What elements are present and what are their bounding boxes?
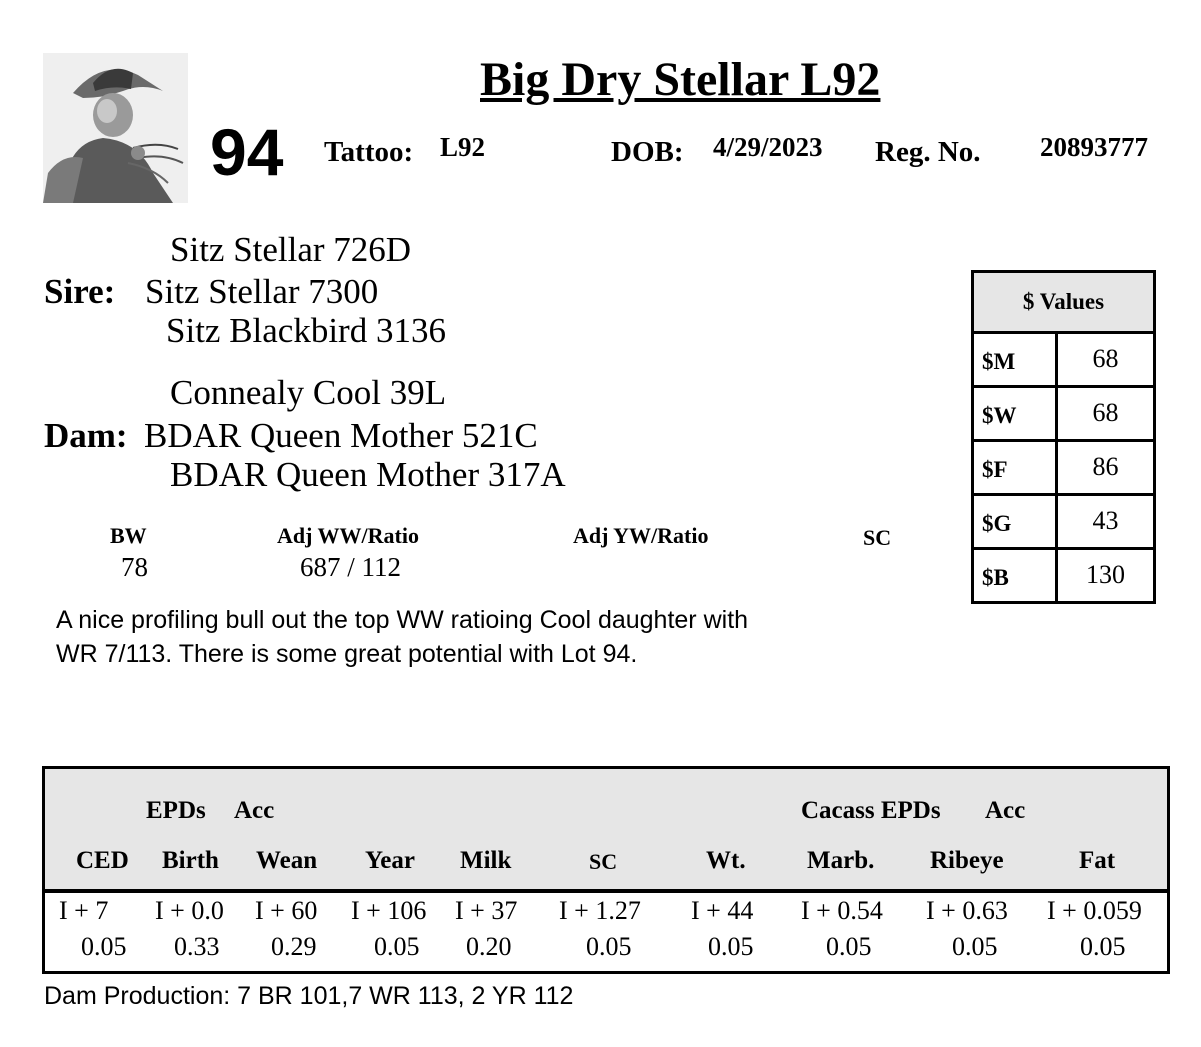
acc-value-ced: 0.05 [81,932,127,961]
col-fat-header: Fat [1079,847,1116,874]
col-ribeye-header: Ribeye [930,847,1004,874]
acc-value-milk: 0.20 [466,932,512,961]
col-marb-header: Marb. [807,847,875,874]
dollar-value-row [973,549,1155,603]
epd-value-wt: I + 44 [691,896,754,925]
dollar-value-val: 130 [1057,549,1155,603]
dollar-value-val: 86 [1057,441,1155,495]
col-wt-header: Wt. [706,847,746,874]
bw-value: 78 [121,552,148,582]
epd-value-year: I + 106 [351,896,427,925]
epd-value-birth: I + 0.0 [155,896,224,925]
dam-label: Dam: [44,416,128,455]
cowboy-logo [43,53,188,203]
epd-value-sc: I + 1.27 [559,896,641,925]
dam-name: BDAR Queen Mother 521C [144,416,538,455]
page-title: Big Dry Stellar L92 [480,53,881,106]
col-wean-header: Wean [256,847,318,874]
acc-value-birth: 0.33 [174,932,220,961]
epds-group-label: EPDs [146,797,206,824]
ww-value: 687 / 112 [300,552,401,582]
dam-of-sire: Sitz Blackbird 3136 [166,311,446,350]
sire-of-dam: Connealy Cool 39L [170,373,447,412]
dob-label: DOB: [611,136,684,168]
lot-comment: A nice profiling bull out the top WW ratioing Cool daughter with WR 7/113. There is some great potential with Lot 94. [56,606,749,668]
dollar-value-row [973,441,1155,495]
acc-value-marb: 0.05 [826,932,872,961]
acc-value-wt: 0.05 [708,932,754,961]
dollar-value-key: $G [973,495,1057,549]
acc-value-sc: 0.05 [586,932,632,961]
col-ced-header: CED [76,847,129,874]
dollar-value-row [973,387,1155,441]
col-birth-header: Birth [162,847,219,874]
col-milk-header: Milk [460,847,512,874]
dollar-value-val: 68 [1057,333,1155,387]
dollar-value-key: $M [973,333,1057,387]
bw-label: BW [110,523,147,548]
dollar-values-header: $ Values [973,272,1155,333]
dob-value: 4/29/2023 [713,132,823,162]
dam-production: Dam Production: 7 BR 101,7 WR 113, 2 YR 112 [44,982,574,1010]
ww-label: Adj WW/Ratio [277,523,419,548]
reg-value: 20893777 [1040,132,1148,162]
col-year-header: Year [365,847,415,874]
tattoo-label: Tattoo: [324,136,414,168]
carcass-epds-group-label: Cacass EPDs [801,797,941,824]
epd-value-marb: I + 0.54 [801,896,883,925]
sire-name: Sitz Stellar 7300 [145,272,379,311]
epd-value-wean: I + 60 [255,896,318,925]
acc-value-year: 0.05 [374,932,420,961]
dollar-value-row [973,333,1155,387]
dollar-value-key: $F [973,441,1057,495]
sire-of-sire: Sitz Stellar 726D [170,230,412,269]
sire-label: Sire: [44,272,116,311]
dollar-value-val: 68 [1057,387,1155,441]
epd-value-ribeye: I + 0.63 [926,896,1008,925]
carcass-acc-label: Acc [985,797,1026,824]
acc-value-wean: 0.29 [271,932,317,961]
epd-value-fat: I + 0.059 [1047,896,1142,925]
dollar-value-val: 43 [1057,495,1155,549]
dollar-values-table [971,270,1156,604]
epd-table [42,766,1170,974]
yw-label: Adj YW/Ratio [573,523,709,548]
epd-table-header [45,769,1167,893]
sc-label: SC [863,525,892,550]
acc-value-fat: 0.05 [1080,932,1126,961]
epds-acc-label: Acc [234,797,275,824]
tattoo-value: L92 [440,132,486,162]
acc-value-ribeye: 0.05 [952,932,998,961]
dollar-value-key: $B [973,549,1057,603]
epd-value-ced: I + 7 [59,896,109,925]
reg-label: Reg. No. [875,136,981,168]
dollar-value-row [973,495,1155,549]
lot-number: 94 [210,115,284,189]
dollar-value-key: $W [973,387,1057,441]
dam-of-dam: BDAR Queen Mother 317A [170,455,566,494]
col-sc-header: SC [589,849,618,874]
epd-value-milk: I + 37 [455,896,518,925]
